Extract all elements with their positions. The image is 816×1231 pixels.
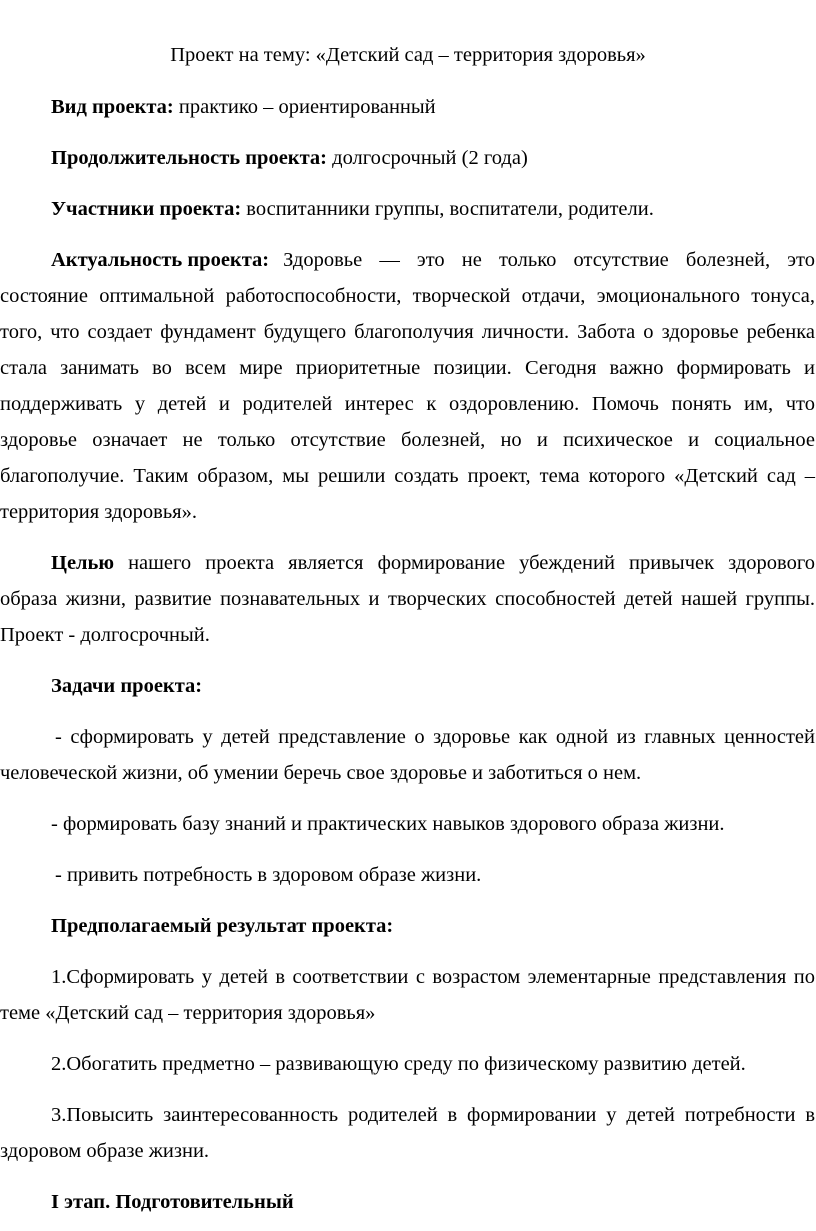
participants-line <box>51 196 654 222</box>
task-item-2: - формировать базу знаний и практических навыков здорового образа жизни. <box>51 813 725 835</box>
duration-line <box>51 145 528 171</box>
project-type-value: практико – ориентированный <box>173 96 436 118</box>
relevance-text: Здоровье — это не только отсутствие болезней, это <box>283 249 815 271</box>
task-item-3: - привить потребность в здоровом образе жизни. <box>55 864 482 886</box>
result-item-3-line-2: здоровом образе жизни. <box>0 1140 210 1162</box>
relevance-line-5: поддерживать у детей и родителей интерес к оздоровлению. Помочь понять им, что <box>0 393 815 415</box>
document-title: Проект на тему: «Детский сад – территория здоровья» <box>170 44 646 66</box>
stage-1-heading: I этап. Подготовительный <box>51 1191 294 1213</box>
relevance-label: Актуальность проекта: <box>51 249 270 271</box>
relevance-line-6: здоровье означает не только отсутствие болезней, но и психическое и социальное <box>0 429 815 451</box>
result-item-1-line-2: теме «Детский сад – территория здоровья» <box>0 1002 376 1024</box>
participants-label: Участники проекта: <box>51 198 242 220</box>
participants-value: воспитанники группы, воспитатели, родители. <box>241 198 654 220</box>
relevance-line-2: состояние оптимальной работоспособности, творческой отдачи, эмоционального тонуса, <box>0 285 815 307</box>
goal-text: нашего проекта является формирование убеждений привычек здорового <box>128 552 815 574</box>
task-item-1-line-1: - сформировать у детей представление о здоровье как одной из главных ценностей <box>55 726 815 748</box>
goal-line-1 <box>51 550 815 576</box>
goal-line-2: образа жизни, развитие познавательных и творческих способностей детей нашей группы. <box>0 588 815 610</box>
goal-line-3: Проект - долгосрочный. <box>0 624 210 646</box>
tasks-heading: Задачи проекта: <box>51 675 203 697</box>
relevance-line-4: стала занимать во всем мире приоритетные позиции. Сегодня важно формировать и <box>0 357 815 379</box>
task-item-1-line-2: человеческой жизни, об умении беречь свое здоровье и заботиться о нем. <box>0 762 642 784</box>
duration-label: Продолжительность проекта: <box>51 147 328 169</box>
project-type-line <box>51 94 436 120</box>
goal-label: Целью <box>51 552 115 574</box>
relevance-line-7: благополучие. Таким образом, мы решили создать проект, тема которого «Детский сад – <box>0 465 815 487</box>
project-type-label: Вид проекта: <box>51 96 174 118</box>
results-heading: Предполагаемый результат проекта: <box>51 915 394 937</box>
relevance-line-1 <box>51 247 815 273</box>
result-item-1-line-1: 1.Сформировать у детей в соответствии с возрастом элементарные представления по <box>51 966 815 988</box>
relevance-line-3: того, что создает фундамент будущего благополучия личности. Забота о здоровье ребенка <box>0 321 815 343</box>
result-item-2: 2.Обогатить предметно – развивающую среду по физическому развитию детей. <box>51 1053 746 1075</box>
duration-value: долгосрочный (2 года) <box>327 147 528 169</box>
result-item-3-line-1: 3.Повысить заинтересованность родителей в формировании у детей потребности в <box>51 1104 815 1126</box>
relevance-line-8: территория здоровья». <box>0 501 197 523</box>
